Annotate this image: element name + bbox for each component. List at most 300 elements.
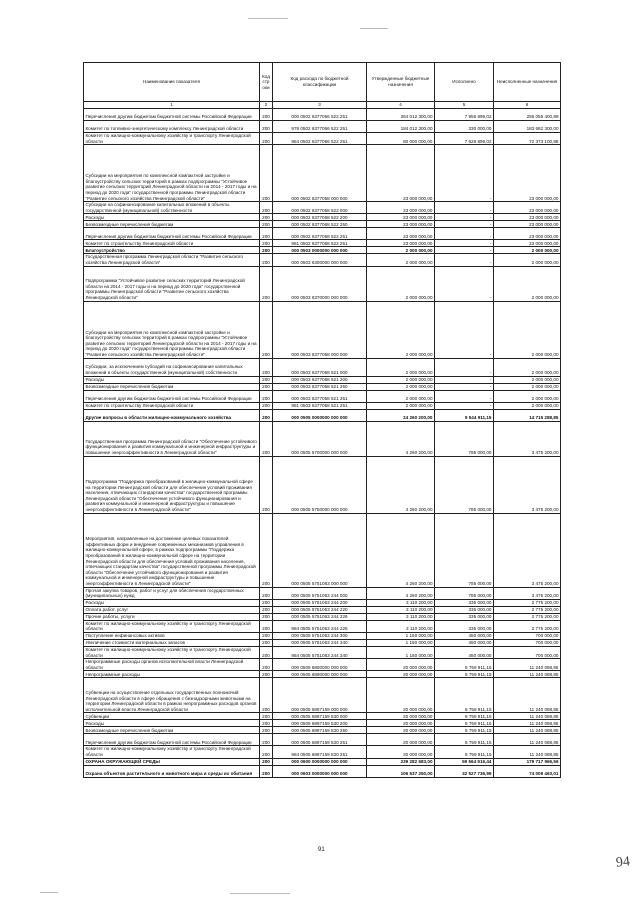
row-classification-code: 000 0502 6377068 522 000 (273, 202, 367, 214)
table-row (84, 606, 561, 613)
row-executed-amount: - (435, 390, 494, 402)
row-indicator-name: Расходы (84, 599, 260, 606)
row-executed-amount: - (435, 202, 494, 214)
row-line-code: 200 (260, 734, 273, 746)
row-approved-amount: 106 537 250,00 (367, 765, 435, 777)
table-row (84, 659, 561, 671)
row-line-code: 200 (260, 228, 273, 240)
row-executed-amount: - (435, 301, 494, 358)
row-indicator-name: Комитет по жилищно-коммунальному хозяйству и транспорту Ленинградской области (84, 746, 260, 758)
table-row (84, 240, 561, 247)
row-approved-amount: 3 110 200,00 (367, 599, 435, 606)
row-executed-amount: 32 527 736,99 (435, 765, 494, 777)
row-line-code: 200 (260, 727, 273, 734)
row-approved-amount: 2 000 000,00 (367, 402, 435, 409)
row-executed-amount: 8 759 911,15 (435, 678, 494, 713)
row-approved-amount: 20 000 000,00 (367, 727, 435, 734)
row-unexecuted-amount: 2 000 000,00 (494, 266, 561, 301)
row-executed-amount: - (435, 228, 494, 240)
row-approved-amount: 20 000 000,00 (367, 678, 435, 713)
row-indicator-name: Подпрограмма "Устойчивое развитие сельских территорий Ленинградской области на 2014 - 2017 годы и на период до 2020 года" государственной программы Ленинградской области "Развитие сельского хозяйства Ленинградской области" (84, 266, 260, 301)
row-approved-amount: 4 260 200,00 (367, 421, 435, 456)
row-indicator-name: Расходы (84, 214, 260, 221)
table-row (84, 383, 561, 390)
row-indicator-name: Охрана объектов растительного и животного мира и среды их обитания (84, 765, 260, 777)
budget-execution-table (83, 62, 561, 778)
row-unexecuted-amount: 3 475 200,00 (494, 513, 561, 587)
row-executed-amount: - (435, 247, 494, 254)
table-row (84, 228, 561, 240)
row-line-code: 200 (260, 390, 273, 402)
row-indicator-name: Прочие работы, услуги (84, 613, 260, 620)
row-classification-code: 000 0505 5750000 000 000 (273, 456, 367, 513)
header-executed: Исполнено (435, 63, 494, 102)
row-executed-amount: - (435, 266, 494, 301)
row-approved-amount: 184 012 300,00 (367, 121, 435, 133)
row-approved-amount: 239 282 683,00 (367, 758, 435, 765)
table-row (84, 390, 561, 402)
row-indicator-name: Непрограммные расходы (84, 671, 260, 678)
row-approved-amount: 20 000 000,00 (367, 659, 435, 671)
row-approved-amount: 4 260 200,00 (367, 456, 435, 513)
column-index: 2 (260, 102, 273, 109)
column-index-row (84, 102, 561, 109)
table-row (84, 247, 561, 254)
table-row (84, 421, 561, 456)
row-indicator-name: ОХРАНА ОКРУЖАЮЩЕЙ СРЕДЫ (84, 758, 260, 765)
row-classification-code: 000 0505 5751063 244 226 (273, 613, 367, 620)
row-indicator-name: Перечисления другим бюджетам бюджетной системы Российской Федерации (84, 109, 260, 121)
row-line-code: 200 (260, 765, 273, 777)
row-approved-amount: 23 000 000,00 (367, 228, 435, 240)
row-unexecuted-amount: 11 240 088,85 (494, 659, 561, 671)
table-row (84, 613, 561, 620)
column-index: 5 (435, 102, 494, 109)
row-line-code: 200 (260, 671, 273, 678)
row-executed-amount: 335 000,00 (435, 620, 494, 632)
row-classification-code: 000 0505 6897159 000 000 (273, 678, 367, 713)
table-row (84, 646, 561, 658)
row-approved-amount: 3 110 200,00 (367, 606, 435, 613)
row-approved-amount: 4 260 200,00 (367, 513, 435, 587)
row-line-code: 200 (260, 109, 273, 121)
row-executed-amount: 8 759 911,15 (435, 727, 494, 734)
row-line-code: 200 (260, 513, 273, 587)
row-unexecuted-amount: 256 055 400,98 (494, 109, 561, 121)
row-indicator-name: Перечисления другим бюджетам бюджетной системы Российской Федерации (84, 734, 260, 746)
scan-speck (40, 892, 58, 893)
row-approved-amount: 1 150 000,00 (367, 632, 435, 639)
row-line-code: 200 (260, 402, 273, 409)
row-executed-amount: - (435, 383, 494, 390)
row-unexecuted-amount: 23 000 000,00 (494, 145, 561, 202)
row-unexecuted-amount: 11 240 088,85 (494, 713, 561, 720)
row-approved-amount: 80 000 000,00 (367, 133, 435, 145)
row-executed-amount: 8 759 911,15 (435, 734, 494, 746)
row-classification-code: 981 0503 6377068 521 251 (273, 402, 367, 409)
row-classification-code: 000 0505 0000000 000 000 (273, 409, 367, 421)
table-row (84, 145, 561, 202)
header-classification-code: Код расхода по бюджетной классификации (273, 63, 367, 102)
table-row (84, 678, 561, 713)
row-line-code: 200 (260, 758, 273, 765)
row-line-code: 200 (260, 266, 273, 301)
row-approved-amount: 3 110 200,00 (367, 613, 435, 620)
row-unexecuted-amount: 700 000,00 (494, 632, 561, 639)
row-unexecuted-amount: 700 000,00 (494, 646, 561, 658)
table-row (84, 746, 561, 758)
row-executed-amount: - (435, 254, 494, 266)
table-row (84, 456, 561, 513)
row-executed-amount: 450 000,00 (435, 639, 494, 646)
row-approved-amount: 1 150 000,00 (367, 639, 435, 646)
row-executed-amount: 8 759 911,15 (435, 713, 494, 720)
row-indicator-name: Комитет по строительству Ленинградской области (84, 240, 260, 247)
row-approved-amount: 264 012 300,00 (367, 109, 435, 121)
row-unexecuted-amount: 23 000 000,00 (494, 228, 561, 240)
row-line-code: 200 (260, 358, 273, 376)
row-classification-code: 000 0503 6377068 521 200 (273, 376, 367, 383)
header-line-code: Код строки (260, 63, 273, 102)
row-approved-amount: 20 000 000,00 (367, 671, 435, 678)
row-line-code: 200 (260, 221, 273, 228)
row-indicator-name: Мероприятия, направленные на достижение целевых показателей эффективных форм и внедрение современных механизмов управления в жилищно-коммунальной сфере, в рамках подпрограммы "Поддержка преобразований в жилищно-коммунальной сфере на территории Ленинградской области для обеспечения условий проживания населения, отвечающих стандартам качества" государственной программы Ленинградской области "Обеспечение устойчивого функционирования и развития коммунальной и инженерной инфраструктуры и повышение энергоэффективности в Ленинградской области" (84, 513, 260, 587)
column-index: 1 (84, 102, 260, 109)
table-row (84, 720, 561, 727)
row-classification-code: 000 0505 6897159 530 200 (273, 720, 367, 727)
row-unexecuted-amount: 2 775 200,00 (494, 599, 561, 606)
table-row (84, 587, 561, 599)
row-approved-amount: 23 000 000,00 (367, 214, 435, 221)
column-index: 6 (494, 102, 561, 109)
page-number: 91 (318, 847, 325, 853)
row-indicator-name: Государственная программа Ленинградской области "Обеспечение устойчивого функционирования и развития коммунальной и инженерной инфраструктуры и повышение энергоэффективности в Ленинградской области" (84, 421, 260, 456)
row-line-code: 200 (260, 254, 273, 266)
row-classification-code: 000 0502 6377068 522 250 (273, 221, 367, 228)
header-indicator-name: Наименование показателя (84, 63, 260, 102)
row-unexecuted-amount: 3 475 200,00 (494, 456, 561, 513)
row-unexecuted-amount: 23 000 000,00 (494, 240, 561, 247)
row-approved-amount: 20 000 000,00 (367, 713, 435, 720)
row-executed-amount: 450 000,00 (435, 646, 494, 658)
row-approved-amount: 2 000 000,00 (367, 301, 435, 358)
row-indicator-name: Расходы (84, 376, 260, 383)
row-line-code: 200 (260, 301, 273, 358)
row-classification-code: 984 0502 6377066 522 251 (273, 133, 367, 145)
table-row (84, 133, 561, 145)
table-row (84, 402, 561, 409)
row-approved-amount: 2 000 000,00 (367, 358, 435, 376)
row-line-code: 200 (260, 409, 273, 421)
row-line-code: 200 (260, 659, 273, 671)
table-row (84, 221, 561, 228)
row-line-code: 200 (260, 713, 273, 720)
row-unexecuted-amount: 2 000 000,00 (494, 254, 561, 266)
row-classification-code: 000 0505 6800000 000 000 (273, 659, 367, 671)
row-approved-amount: 2 000 000,00 (367, 376, 435, 383)
row-line-code: 200 (260, 421, 273, 456)
row-indicator-name: Комитет по строительству Ленинградской области (84, 402, 260, 409)
row-classification-code: 981 0502 6377068 522 251 (273, 240, 367, 247)
column-index: 3 (273, 102, 367, 109)
row-indicator-name: Комитет по жилищно-коммунальному хозяйству и транспорту Ленинградской области (84, 133, 260, 145)
table-row (84, 620, 561, 632)
row-executed-amount: 785 000,00 (435, 421, 494, 456)
row-indicator-name: Безвозмездные перечисления бюджетам (84, 727, 260, 734)
row-line-code: 200 (260, 145, 273, 202)
row-indicator-name: Перечисления другим бюджетам бюджетной системы Российской Федерации (84, 228, 260, 240)
row-classification-code: 000 0505 5751063 244 200 (273, 599, 367, 606)
table-row (84, 214, 561, 221)
row-unexecuted-amount: 74 009 463,01 (494, 765, 561, 777)
handwritten-page-stamp: 94 (615, 854, 631, 871)
row-approved-amount: 24 260 200,00 (367, 409, 435, 421)
row-approved-amount: 23 000 000,00 (367, 145, 435, 202)
row-classification-code: 978 0502 6377066 522 251 (273, 121, 367, 133)
row-classification-code: 000 0502 6377068 522 200 (273, 214, 367, 221)
table-row (84, 758, 561, 765)
row-classification-code: 000 0603 0000000 000 000 (273, 765, 367, 777)
row-unexecuted-amount: 14 715 288,85 (494, 409, 561, 421)
row-executed-amount: 7 626 899,02 (435, 133, 494, 145)
row-approved-amount: 23 000 000,00 (367, 221, 435, 228)
row-executed-amount: 335 000,00 (435, 613, 494, 620)
row-classification-code: 000 0505 6897159 530 250 (273, 727, 367, 734)
table-row (84, 121, 561, 133)
scan-speck (230, 893, 290, 894)
row-classification-code: 000 0503 6377068 521 250 (273, 383, 367, 390)
row-classification-code: 984 0505 6897159 530 251 (273, 746, 367, 758)
row-approved-amount: 2 000 000,00 (367, 390, 435, 402)
row-unexecuted-amount: 2 000 000,00 (494, 301, 561, 358)
row-approved-amount: 2 000 000,00 (367, 266, 435, 301)
row-unexecuted-amount: 11 240 088,85 (494, 727, 561, 734)
row-indicator-name: Комитет по жилищно-коммунальному хозяйству и транспорту Ленинградской области (84, 620, 260, 632)
row-approved-amount: 4 260 200,00 (367, 587, 435, 599)
row-line-code: 200 (260, 383, 273, 390)
scan-speck (248, 18, 288, 19)
row-indicator-name: Безвозмездные перечисления бюджетам (84, 221, 260, 228)
report-sheet (83, 62, 561, 778)
row-approved-amount: 20 000 000,00 (367, 734, 435, 746)
row-unexecuted-amount: 23 000 000,00 (494, 221, 561, 228)
row-indicator-name: Благоустройство (84, 247, 260, 254)
row-unexecuted-amount: 3 475 200,00 (494, 421, 561, 456)
row-unexecuted-amount: 2 000 000,00 (494, 383, 561, 390)
header-approved: Утвержденные бюджетные назначения (367, 63, 435, 102)
row-line-code: 200 (260, 613, 273, 620)
row-approved-amount: 23 000 000,00 (367, 240, 435, 247)
row-indicator-name: Непрограммные расходы органов исполнительной власти Ленинградской области (84, 659, 260, 671)
row-indicator-name: Увеличение стоимости материальных запасов (84, 639, 260, 646)
row-unexecuted-amount: 183 682 300,00 (494, 121, 561, 133)
row-executed-amount: - (435, 376, 494, 383)
table-row (84, 671, 561, 678)
row-line-code: 200 (260, 639, 273, 646)
row-line-code: 200 (260, 606, 273, 613)
row-line-code: 200 (260, 121, 273, 133)
table-row (84, 513, 561, 587)
row-unexecuted-amount: 2 000 000,00 (494, 247, 561, 254)
row-executed-amount: 335 000,00 (435, 599, 494, 606)
row-executed-amount: 450 000,00 (435, 632, 494, 639)
row-line-code: 200 (260, 646, 273, 658)
row-line-code: 200 (260, 599, 273, 606)
row-classification-code: 000 0505 5751063 244 000 (273, 587, 367, 599)
row-classification-code: 000 0503 6377068 521 000 (273, 358, 367, 376)
table-row (84, 632, 561, 639)
table-row (84, 301, 561, 358)
row-line-code: 200 (260, 376, 273, 383)
row-executed-amount: - (435, 145, 494, 202)
row-classification-code: 984 0505 5751063 244 340 (273, 646, 367, 658)
row-unexecuted-amount: 11 240 088,85 (494, 734, 561, 746)
row-indicator-name: Перечисления другим бюджетам бюджетной системы Российской Федерации (84, 390, 260, 402)
row-executed-amount: 7 956 899,02 (435, 109, 494, 121)
row-line-code: 200 (260, 746, 273, 758)
header-unexecuted: Неисполненные назначения (494, 63, 561, 102)
row-indicator-name: Субсидии на мероприятия по комплексной компактной застройке и благоустройству сельских территорий в рамках подпрограммы "Устойчивое развитие сельских территорий Ленинградской области на 2014 - 2017 годы и на период до 2020 года" государственной программы Ленинградской области "Развитие сельского хозяйства Ленинградской области" (84, 301, 260, 358)
row-unexecuted-amount: 11 240 088,85 (494, 671, 561, 678)
row-classification-code: 000 0503 6370000 000 000 (273, 266, 367, 301)
table-row (84, 727, 561, 734)
row-indicator-name: Субвенции на осуществление отдельных государственных полномочий Ленинградской области в сфере обращения с безнадзорными животными на территории Ленинградской области в рамках непрограммных расходов органов исполнительной власти Ленинградской области (84, 678, 260, 713)
row-line-code: 200 (260, 240, 273, 247)
row-indicator-name: Государственная программа Ленинградской области "Развитие сельского хозяйства Ленинградской области" (84, 254, 260, 266)
row-unexecuted-amount: 2 775 200,00 (494, 606, 561, 613)
row-unexecuted-amount: 2 775 200,00 (494, 620, 561, 632)
row-line-code: 200 (260, 456, 273, 513)
row-approved-amount: 20 000 000,00 (367, 720, 435, 727)
table-row (84, 734, 561, 746)
row-indicator-name: Субсидии на софинансирование капитальных вложений в объекты государственной (муниципальной) собственности (84, 202, 260, 214)
row-unexecuted-amount: 700 000,00 (494, 639, 561, 646)
row-approved-amount: 2 000 000,00 (367, 254, 435, 266)
row-unexecuted-amount: 72 373 100,98 (494, 133, 561, 145)
row-classification-code: 000 0505 5751063 244 300 (273, 632, 367, 639)
table-row (84, 599, 561, 606)
table-row (84, 639, 561, 646)
table-row (84, 713, 561, 720)
row-approved-amount: 2 000 000,00 (367, 247, 435, 254)
row-classification-code: 000 0502 6377068 000 000 (273, 145, 367, 202)
row-executed-amount: - (435, 221, 494, 228)
table-row (84, 254, 561, 266)
row-indicator-name: Субсидии на мероприятия по комплексной компактной застройке и благоустройству сельских территорий в рамках подпрограммы "Устойчивое развитие сельских территорий Ленинградской области на 2014 - 2017 годы и на период до 2020 года" государственной программы Ленинградской области "Развитие сельского хозяйства Ленинградской области" (84, 145, 260, 202)
row-indicator-name: Безвозмездные перечисления бюджетам (84, 383, 260, 390)
row-line-code: 200 (260, 587, 273, 599)
row-classification-code: 000 0505 5751063 244 340 (273, 639, 367, 646)
row-executed-amount: 785 000,00 (435, 456, 494, 513)
row-executed-amount: - (435, 240, 494, 247)
row-line-code: 200 (260, 678, 273, 713)
row-unexecuted-amount: 11 240 088,85 (494, 678, 561, 713)
row-executed-amount: 59 564 916,44 (435, 758, 494, 765)
row-unexecuted-amount: 2 000 000,00 (494, 402, 561, 409)
table-row (84, 358, 561, 376)
column-index: 4 (367, 102, 435, 109)
row-executed-amount: 8 759 911,15 (435, 659, 494, 671)
row-unexecuted-amount: 23 000 000,00 (494, 214, 561, 221)
table-row (84, 765, 561, 777)
row-executed-amount: 785 000,00 (435, 513, 494, 587)
row-unexecuted-amount: 11 240 088,85 (494, 720, 561, 727)
row-line-code: 200 (260, 133, 273, 145)
row-approved-amount: 23 000 000,00 (367, 202, 435, 214)
row-approved-amount: 20 000 000,00 (367, 746, 435, 758)
row-classification-code: 000 0505 5751063 000 000 (273, 513, 367, 587)
table-body (84, 109, 561, 778)
row-classification-code: 000 0503 6377068 000 000 (273, 301, 367, 358)
row-classification-code: 000 0505 5751063 244 220 (273, 606, 367, 613)
row-classification-code: 000 0505 6897159 530 000 (273, 713, 367, 720)
row-executed-amount: 335 000,00 (435, 606, 494, 613)
row-indicator-name: Другие вопросы в области жилищно-коммунального хозяйства (84, 409, 260, 421)
row-executed-amount: 8 759 911,15 (435, 746, 494, 758)
row-approved-amount: 1 150 000,00 (367, 646, 435, 658)
table-row (84, 109, 561, 121)
table-row (84, 266, 561, 301)
row-executed-amount: 330 000,00 (435, 121, 494, 133)
row-line-code: 200 (260, 202, 273, 214)
row-executed-amount: 9 544 911,15 (435, 409, 494, 421)
row-classification-code: 000 0505 6890000 000 000 (273, 671, 367, 678)
table-header-row (84, 63, 561, 102)
row-classification-code: 000 0503 6300000 000 000 (273, 254, 367, 266)
row-line-code: 200 (260, 214, 273, 221)
row-approved-amount: 2 000 000,00 (367, 383, 435, 390)
row-unexecuted-amount: 2 000 000,00 (494, 358, 561, 376)
row-classification-code: 000 0505 5700000 000 000 (273, 421, 367, 456)
row-classification-code: 000 0505 6897159 530 251 (273, 734, 367, 746)
row-unexecuted-amount: 2 000 000,00 (494, 390, 561, 402)
row-unexecuted-amount: 3 475 200,00 (494, 587, 561, 599)
scan-speck (360, 28, 388, 29)
row-indicator-name: Комитет по топливно-энергетическому комплексу Ленинградской области (84, 121, 260, 133)
row-line-code: 200 (260, 247, 273, 254)
table-row (84, 409, 561, 421)
row-executed-amount: - (435, 358, 494, 376)
row-unexecuted-amount: 2 775 200,00 (494, 613, 561, 620)
row-indicator-name: Оплата работ, услуг (84, 606, 260, 613)
row-classification-code: 000 0503 6377068 521 251 (273, 390, 367, 402)
row-unexecuted-amount: 179 717 966,56 (494, 758, 561, 765)
row-executed-amount: 8 759 911,15 (435, 720, 494, 727)
row-classification-code: 000 0503 0000000 000 000 (273, 247, 367, 254)
row-unexecuted-amount: 2 000 000,00 (494, 376, 561, 383)
row-indicator-name: Расходы (84, 720, 260, 727)
row-indicator-name: Поступление нефинансовых активов (84, 632, 260, 639)
row-executed-amount: 785 000,00 (435, 587, 494, 599)
row-indicator-name: Прочая закупка товаров, работ и услуг для обеспечения государственных (муниципальных) нужд (84, 587, 260, 599)
row-classification-code: 000 0600 0000000 000 000 (273, 758, 367, 765)
row-approved-amount: 3 110 200,00 (367, 620, 435, 632)
row-executed-amount: - (435, 402, 494, 409)
row-executed-amount: - (435, 214, 494, 221)
row-line-code: 200 (260, 720, 273, 727)
row-classification-code: 000 0502 6377068 522 251 (273, 228, 367, 240)
row-line-code: 200 (260, 620, 273, 632)
row-indicator-name: Комитет по жилищно-коммунальному хозяйству и транспорту Ленинградской области (84, 646, 260, 658)
row-executed-amount: 8 759 911,15 (435, 671, 494, 678)
row-classification-code: 000 0502 6377066 522 251 (273, 109, 367, 121)
row-unexecuted-amount: 11 240 088,85 (494, 746, 561, 758)
row-classification-code: 984 0505 5751063 244 226 (273, 620, 367, 632)
row-unexecuted-amount: 23 000 000,00 (494, 202, 561, 214)
row-indicator-name: Субвенции (84, 713, 260, 720)
table-row (84, 202, 561, 214)
table-row (84, 376, 561, 383)
